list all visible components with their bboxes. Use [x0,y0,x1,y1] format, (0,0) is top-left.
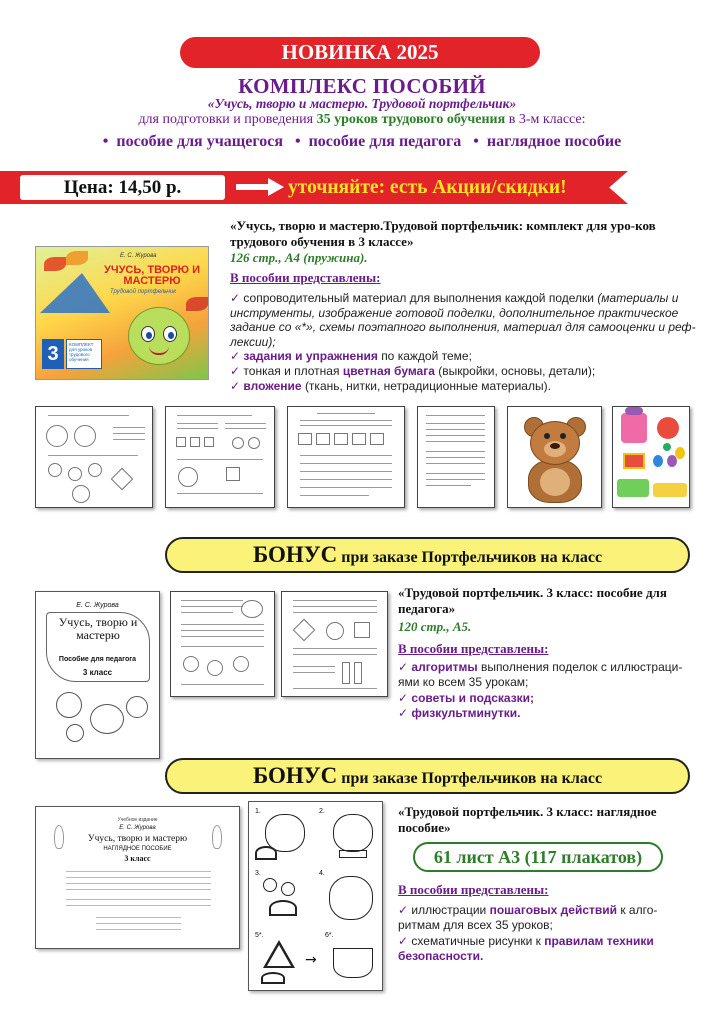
bullet-dot-icon: • [473,133,479,150]
drawing-shape [293,619,316,642]
product1-contents-list [230,291,696,393]
drawing-shape [46,425,68,447]
text-line [181,646,263,647]
check-icon: ✓ [230,363,241,378]
drawing-shape [74,425,96,447]
text-line [177,428,218,429]
text-line [66,883,211,884]
gift-box-icon [623,453,645,469]
bonus-banner [165,537,690,573]
text-line [181,612,233,613]
leaf-icon [44,257,66,271]
drawing-shape [68,467,82,481]
drawing-shape [111,468,134,491]
check-icon: ✓ [230,378,241,393]
drawing-shape [226,467,240,481]
price-label: Цена: 14,50 р. [20,175,225,200]
list-item [230,291,696,349]
item-text: по каждой теме; [381,349,472,364]
balloon-icon [675,447,685,459]
product1-cover-image [35,246,209,380]
item-bold: физкультминутки. [411,706,521,721]
drawing-shape [316,433,330,445]
text-line [426,463,485,464]
text-line [300,487,393,488]
desc-post: в 3-м классе: [508,112,586,127]
product3-contents-list [398,903,698,965]
step-number: 3. [255,870,261,877]
text-line [177,493,263,494]
text-line [293,612,377,613]
scissors-icon [261,972,285,984]
cover-title: Учусь, творю и мастерю [58,615,138,642]
colored-parts-thumbnail [612,406,690,508]
text-line [293,648,377,649]
check-icon: ✓ [398,933,409,948]
list-item [398,934,698,965]
paper-strip-icon [339,850,367,858]
product2-meta: 120 стр., А5. [398,619,472,634]
cover-publisher: Учебное издание [117,817,158,823]
item-bold: цветная бумага [342,363,435,378]
page-thumbnail [35,406,153,508]
bullet-item: пособие для учащегося [116,133,283,150]
bear-nose [550,443,560,449]
product1-title: «Учусь, творю и мастерю.Трудовой портфельчик: комплект для уро-ков трудового обучения в 3 классе» [230,218,656,249]
text-line [293,600,377,601]
text-line [66,899,211,900]
text-line [300,479,393,480]
list-item [398,706,698,721]
drawing-shape [176,437,186,447]
part-circle-icon [263,878,277,892]
product3-cover-image [35,806,240,949]
drawing-shape [178,467,198,487]
drawing-shape [354,622,370,638]
list-item [398,691,698,706]
text-line [426,457,485,458]
cover-subtitle: Пособие для педагога [58,656,137,663]
text-line [426,435,485,436]
text-line [426,429,485,430]
card-icon [653,483,687,497]
check-icon: ✓ [398,690,409,705]
product3-contents-heading: В пособии представлены: [398,882,549,897]
bullet-item: пособие для педагога [308,133,462,150]
text-line [293,606,377,607]
step-number: 4. [319,870,325,877]
page-thumbnail [165,406,275,508]
text-line [300,463,393,464]
drawing-shape [232,437,244,449]
drawing-shape [72,485,90,503]
page-title: КОМПЛЕКС ПОСОБИЙ [238,74,486,98]
part-circle-icon [281,882,295,896]
step-number: 6*. [325,932,334,939]
check-icon: ✓ [230,291,241,305]
item-text: (выкройки, основы, детали); [438,363,596,378]
item-text: выполнения поделок с иллюстраци-ями ко всем 35 урокам; [398,660,683,690]
bullet-item: наглядное пособие [486,133,622,150]
cover-box-text: КОМПЛЕКТ для уроков трудового обучения [66,339,102,369]
candle-icon [625,407,643,415]
item-text: иллюстрации [411,903,487,917]
cake-icon [621,413,647,443]
cover-author: Е. С. Журова [120,253,157,259]
cover-hat-shape [40,273,110,313]
drawing-shape [90,704,124,734]
text-line [113,433,145,434]
bear-eye [544,433,550,439]
bonus-text: при заказе Портфельчиков на класс [341,549,603,566]
text-line [300,455,393,456]
drawing-shape [233,656,249,672]
bullet-dot-icon: • [294,133,301,150]
arrow-head-icon [268,178,284,196]
text-line [181,624,263,625]
text-line [96,929,181,930]
smiling-face-icon [128,307,190,365]
text-line [181,600,243,601]
scissors-icon [255,846,277,860]
text-line [66,889,211,890]
leaf-icon [66,251,88,265]
text-line [113,427,145,428]
drawing-shape [126,696,148,718]
text-line [181,606,243,607]
poster-sheet-thumbnail [248,801,383,991]
cover-author: Е. С. Журова [76,602,119,609]
bonus-text: при заказе Портфельчиков на класс [341,770,603,787]
text-line [426,415,485,416]
series-subtitle: «Учусь, творю и мастерю. Трудовой портфельчик» [207,96,517,111]
drawing-shape [298,433,312,445]
product1-meta: 126 стр., А4 (пружина). [230,250,368,265]
text-line [177,423,218,424]
check-icon: ✓ [398,660,409,674]
text-line [426,473,485,474]
bonus-word: БОНУС [252,763,338,788]
step-number: 1. [255,808,261,815]
bonus-word: БОНУС [252,542,338,567]
face-outline-icon [333,948,373,978]
bonus-banner [165,758,690,794]
text-line [66,905,211,906]
promo-text: уточняйте: есть Акции/скидки! [288,177,567,198]
text-line [300,425,393,426]
item-text: к алго-ритмам для всех 35 уроков; [398,903,658,933]
drawing-shape [88,463,102,477]
item-text: сопроводительный материал для выполнения каждой поделки [243,291,594,305]
cover-grade: 3 класс [82,668,113,677]
cover-grade: 3 [42,339,64,369]
description-line [0,112,724,128]
mouth-icon [149,346,169,355]
text-line [181,630,263,631]
text-line [317,413,375,414]
item-bold: задания и упражнения [243,349,378,364]
product2-title: «Трудовой портфельчик. 3 класс: пособие для педагога» [398,585,667,616]
drawing-shape [204,437,214,447]
text-line [66,877,211,878]
bear-eye [560,433,566,439]
new-badge: НОВИНКА 2025 [180,37,540,68]
desc-pre: для подготовки и проведения [138,112,314,127]
product3-title: «Трудовой портфельчик. 3 класс: наглядное пособие» [398,804,657,835]
scissors-icon [269,900,297,916]
drawing-shape [334,433,348,445]
teacher-page-thumbnail [170,591,275,697]
triangle-inner-shape [267,945,291,966]
list-item [230,379,696,394]
step-number: 2. [319,808,325,815]
text-line [293,654,377,655]
text-line [300,495,370,496]
list-item [398,660,698,691]
item-text: тонкая и плотная [243,363,340,378]
text-line [66,871,211,872]
drawing-shape [370,433,384,445]
leaf-icon [186,297,208,311]
text-line [426,479,485,480]
bear-icon [510,413,600,507]
bear-belly [540,468,570,496]
list-item [398,903,698,934]
text-line [181,636,263,637]
text-line [181,684,263,685]
text-line [293,672,335,673]
check-icon: ✓ [398,903,409,917]
list-item [230,364,696,379]
cover-grade: 3 класс [124,854,151,863]
drawing-shape [326,622,344,640]
item-bold: алгоритмы [411,660,478,674]
eye-icon [163,326,177,342]
item-bold: правилам техники безопасности. [398,933,654,964]
text-line [426,451,485,452]
text-line [96,917,181,918]
item-detail: (материалы и инструменты, изображение готовой поделки, дополнительное практическое задание со «*», схемы поэтапного выполнения, материал для самооценки и реф-лексии); [230,291,696,349]
text-line [426,423,485,424]
text-line [293,666,335,667]
item-text: (ткань, нитки, нетрадиционные материалы). [304,378,551,393]
text-line [225,428,266,429]
bear-cutout-thumbnail [507,406,602,508]
sheets-count-badge: 61 лист А3 (117 плакатов) [413,842,663,872]
page-thumbnail [287,406,405,508]
drawing-shape [190,437,200,447]
item-bold: советы и подсказки; [411,690,535,705]
check-icon: ✓ [230,349,241,364]
drawing-shape [48,463,62,477]
cover-title: УЧУСЬ, ТВОРЮ И МАСТЕРЮ [104,264,200,287]
text-line [96,923,181,924]
text-line [177,459,263,460]
cover-subtitle: Трудовой портфельчик [110,289,177,295]
product1-contents-heading: В пособии представлены: [230,270,381,285]
text-line [300,471,393,472]
balloon-icon [653,455,663,467]
bear-outline-icon [333,814,373,852]
teacher-page-thumbnail [281,591,388,697]
cover-subtitle: НАГЛЯДНОЕ ПОСОБИЕ [103,846,172,852]
text-line [293,688,377,689]
drawing-shape [248,437,260,449]
page-thumbnail [417,406,495,508]
product2-cover-image [35,591,160,759]
cover-author: Е. С. Журова [119,825,156,831]
item-bold: пошаговых действий [489,903,617,917]
arrow-right-icon: → [305,952,317,968]
drawing-shape [352,433,366,445]
drawing-shape [183,656,199,672]
step-number: 5*. [255,932,264,939]
cover-title: Учусь, творю и мастерю [87,834,188,844]
drawing-shape [66,724,84,742]
text-line [225,423,266,424]
balloon-icon [663,443,671,451]
text-line [426,485,472,486]
flower-icon [657,417,679,439]
text-line [300,420,393,421]
drawing-shape [56,692,82,718]
item-text: схематичные рисунки к [411,933,541,948]
list-item [230,349,696,364]
product2-contents-heading: В пособии представлены: [398,641,549,656]
product2-contents-list [398,660,698,722]
drawing-shape [207,660,223,676]
eye-icon [141,326,155,342]
bear-outline-icon [329,876,373,920]
desc-highlight: 35 уроков трудового обучения [316,112,506,127]
drawing-shape [342,662,350,684]
text-line [113,439,145,440]
bullet-dot-icon: • [102,133,109,150]
arrow-right-icon [236,184,272,190]
check-icon: ✓ [398,706,409,721]
item-bold: вложение [243,378,302,393]
card-icon [617,479,649,497]
drawing-shape [241,600,263,618]
text-line [48,415,129,416]
drawing-shape [354,662,362,684]
text-line [48,455,138,456]
text-line [426,441,485,442]
bullet-list [0,133,724,151]
text-line [177,415,253,416]
